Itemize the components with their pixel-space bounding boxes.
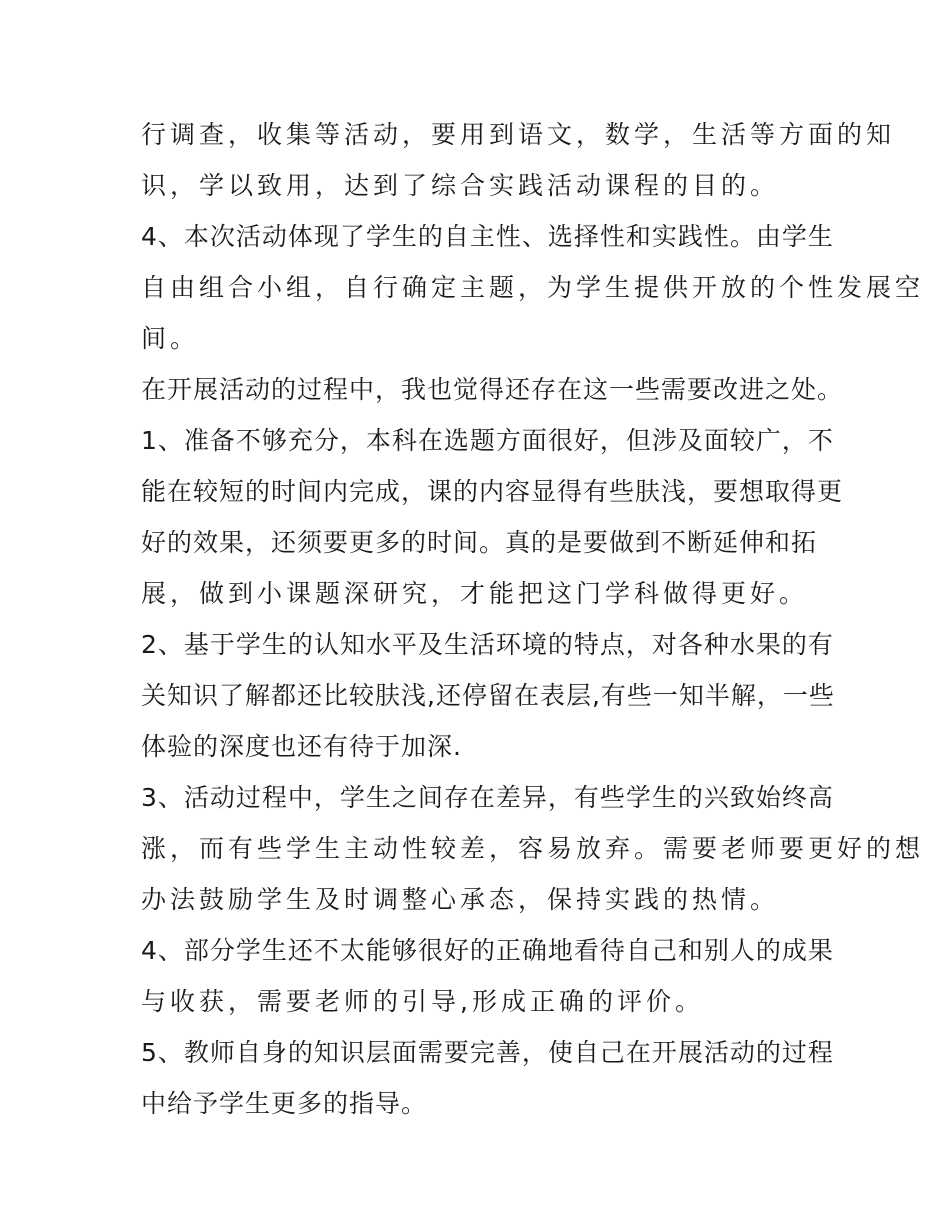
text-line: 在开展活动的过程中，我也觉得还存在这一些需要改进之处。	[141, 375, 844, 404]
text-line: 能在较短的时间内完成，课的内容显得有些肤浅，要想取得更	[141, 477, 844, 506]
text-line: 4、部分学生还不太能够很好的正确地看待自己和别人的成果	[141, 936, 834, 965]
text-line: 中给予学生更多的指导。	[141, 1089, 428, 1118]
text-line: 1、准备不够充分，本科在选题方面很好，但涉及面较广，不	[141, 426, 834, 455]
text-line: 识，学以致用，达到了综合实践活动课程的目的。	[141, 171, 780, 200]
text-line: 体验的深度也还有待于加深.	[141, 732, 462, 761]
text-line: 与收获，需要老师的引导,形成正确的评价。	[141, 987, 704, 1016]
text-line: 关知识了解都还比较肤浅,还停留在表层,有些一知半解，一些	[141, 681, 835, 710]
text-line: 行调查，收集等活动，要用到语文，数学，生活等方面的知	[141, 120, 896, 149]
text-line: 间。	[141, 324, 200, 353]
text-line: 2、基于学生的认知水平及生活环境的特点，对各种水果的有	[141, 630, 834, 659]
text-line: 4、本次活动体现了学生的自主性、选择性和实践性。由学生	[141, 222, 834, 251]
text-line: 好的效果，还须要更多的时间。真的是要做到不断延伸和拓	[141, 528, 818, 557]
text-line: 展，做到小课题深研究，才能把这门学科做得更好。	[141, 579, 809, 608]
text-line: 3、活动过程中，学生之间存在差异，有些学生的兴致始终高	[141, 783, 834, 812]
text-line: 涨，而有些学生主动性较差，容易放弃。需要老师要更好的想	[141, 834, 925, 863]
text-line: 办法鼓励学生及时调整心承态，保持实践的热情。	[141, 885, 780, 914]
body-text	[141, 109, 925, 1129]
text-line: 自由组合小组，自行确定主题，为学生提供开放的个性发展空	[141, 273, 925, 302]
text-line: 5、教师自身的知识层面需要完善，使自己在开展活动的过程	[141, 1038, 834, 1067]
